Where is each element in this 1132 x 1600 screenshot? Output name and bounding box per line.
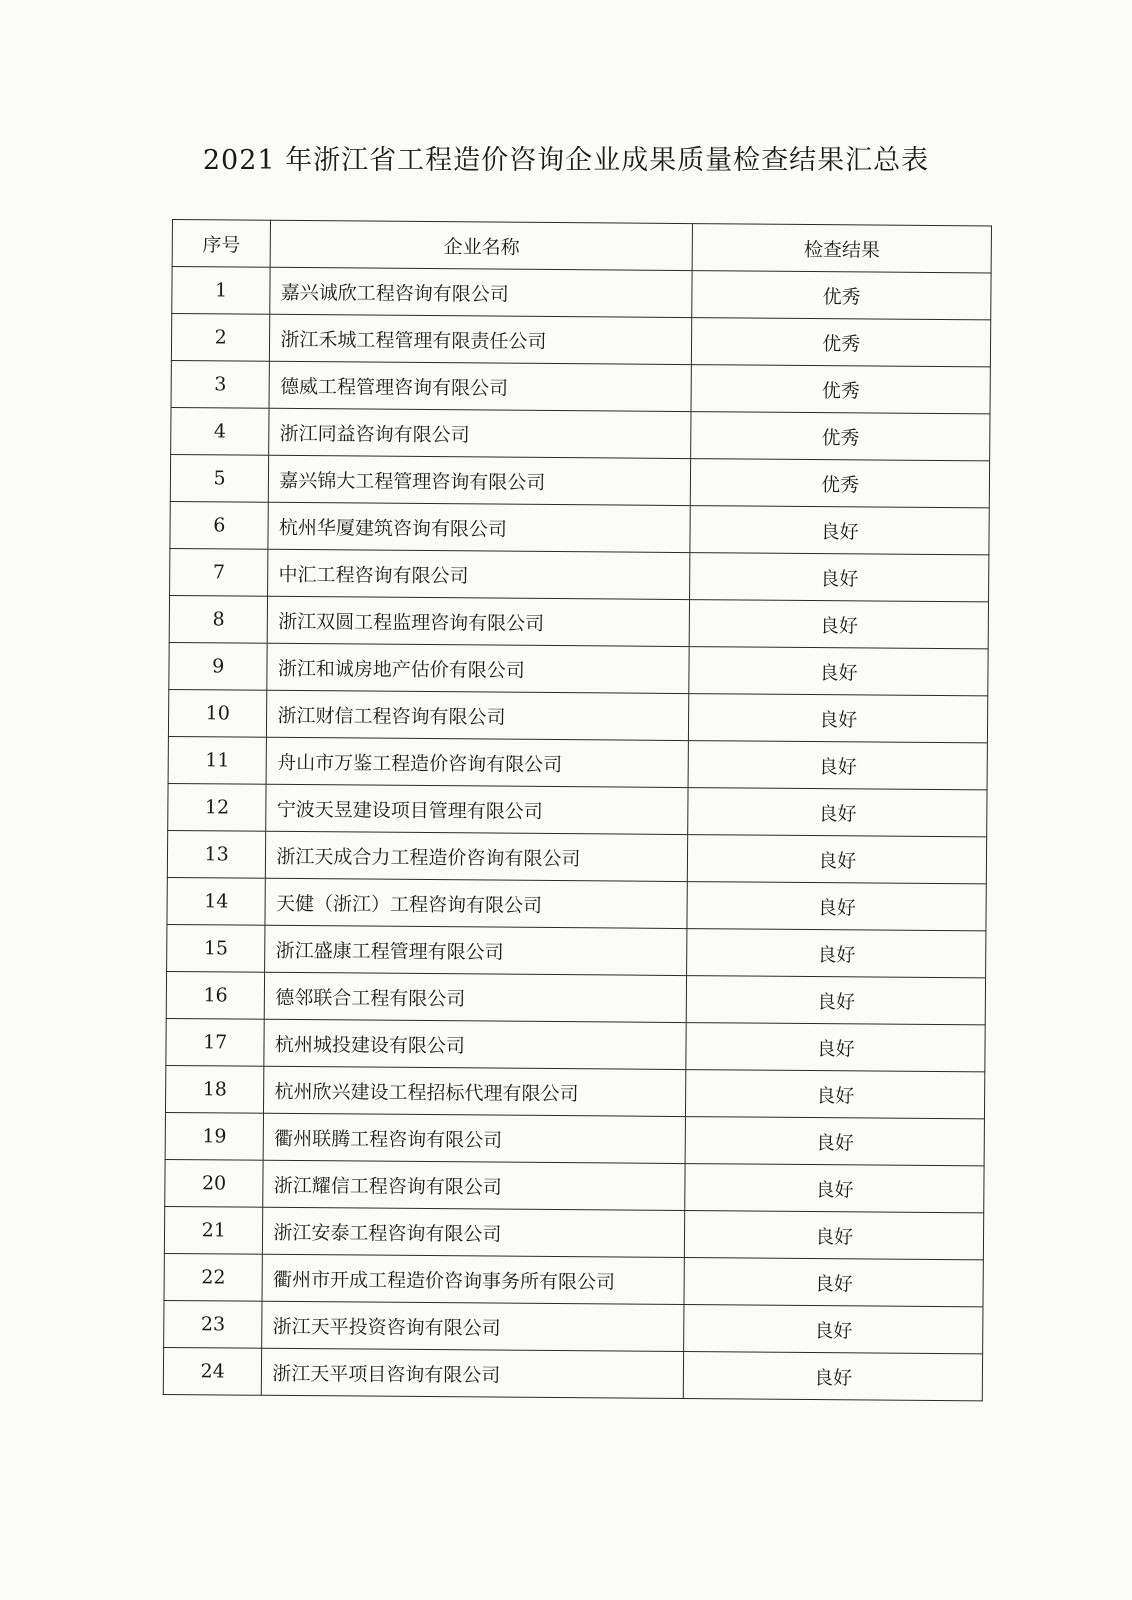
row-serial-number: 3	[171, 360, 270, 408]
table-row	[165, 1112, 984, 1165]
page-title: 2021 年浙江省工程造价咨询企业成果质量检查结果汇总表	[202, 145, 930, 176]
row-company-name: 宁波天昱建设项目管理有限公司	[266, 784, 688, 834]
row-company-name: 中汇工程咨询有限公司	[268, 549, 690, 599]
row-company-name: 嘉兴诚欣工程咨询有限公司	[270, 267, 692, 317]
row-inspection-result: 良好	[685, 1211, 984, 1260]
table-row	[168, 783, 987, 836]
row-inspection-result: 良好	[689, 647, 988, 696]
row-inspection-result: 良好	[690, 506, 989, 555]
row-company-name: 嘉兴锦大工程管理咨询有限公司	[269, 455, 691, 505]
row-inspection-result: 良好	[685, 1164, 984, 1213]
table-row	[171, 407, 990, 460]
row-inspection-result: 良好	[685, 1117, 984, 1166]
row-inspection-result: 良好	[687, 976, 986, 1025]
table-row	[166, 971, 985, 1024]
row-company-name: 浙江盛康工程管理有限公司	[265, 925, 687, 975]
row-inspection-result: 良好	[684, 1258, 983, 1307]
table-row	[170, 501, 989, 554]
row-company-name: 浙江天成合力工程造价咨询有限公司	[266, 831, 688, 881]
row-company-name: 天健（浙江）工程咨询有限公司	[265, 878, 687, 928]
row-inspection-result: 良好	[684, 1352, 983, 1401]
row-inspection-result: 优秀	[691, 412, 990, 461]
row-company-name: 杭州欣兴建设工程招标代理有限公司	[264, 1066, 686, 1116]
row-serial-number: 15	[167, 924, 266, 972]
row-company-name: 浙江天平投资咨询有限公司	[262, 1301, 684, 1351]
table-row	[164, 1206, 983, 1259]
row-serial-number: 23	[164, 1300, 263, 1348]
table-row	[166, 1018, 985, 1071]
table-row	[170, 454, 989, 507]
row-inspection-result: 良好	[689, 600, 988, 649]
row-serial-number: 5	[170, 454, 269, 502]
row-company-name: 浙江财信工程咨询有限公司	[267, 690, 689, 740]
row-serial-number: 20	[165, 1159, 264, 1207]
row-serial-number: 12	[168, 783, 267, 831]
row-serial-number: 6	[170, 501, 269, 549]
row-company-name: 浙江双圆工程监理咨询有限公司	[268, 596, 690, 646]
table-header-row	[172, 220, 991, 273]
row-serial-number: 13	[167, 830, 266, 878]
table-row	[167, 924, 986, 977]
row-serial-number: 19	[165, 1112, 264, 1160]
row-serial-number: 2	[171, 314, 270, 362]
header-serial-number: 序号	[172, 220, 271, 268]
table-row	[165, 1065, 984, 1118]
row-serial-number: 1	[172, 267, 271, 315]
row-inspection-result: 良好	[688, 741, 987, 790]
row-serial-number: 24	[163, 1347, 262, 1395]
row-serial-number: 4	[171, 407, 270, 455]
row-company-name: 浙江禾城工程管理有限责任公司	[270, 314, 692, 364]
row-company-name: 浙江耀信工程咨询有限公司	[263, 1160, 685, 1210]
row-serial-number: 17	[166, 1018, 265, 1066]
table-row	[168, 689, 987, 742]
table-row	[167, 877, 986, 930]
table-row	[171, 314, 990, 367]
row-serial-number: 11	[168, 736, 267, 784]
table-row	[165, 1159, 984, 1212]
row-inspection-result: 良好	[686, 1023, 985, 1072]
row-company-name: 浙江和诚房地产估价有限公司	[267, 643, 689, 693]
row-inspection-result: 良好	[688, 835, 987, 884]
row-inspection-result: 良好	[687, 882, 986, 931]
row-serial-number: 22	[164, 1253, 263, 1301]
row-company-name: 舟山市万鉴工程造价咨询有限公司	[266, 737, 688, 787]
table-row	[167, 830, 986, 883]
row-company-name: 衢州联腾工程咨询有限公司	[264, 1113, 686, 1163]
row-company-name: 德威工程管理咨询有限公司	[269, 361, 691, 411]
row-inspection-result: 良好	[689, 694, 988, 743]
table-row	[170, 548, 989, 601]
table-body	[163, 267, 991, 1401]
table-row	[163, 1347, 982, 1400]
row-company-name: 浙江安泰工程咨询有限公司	[263, 1207, 685, 1257]
row-inspection-result: 良好	[687, 929, 986, 978]
row-serial-number: 10	[168, 689, 267, 737]
row-serial-number: 9	[169, 642, 268, 690]
row-serial-number: 21	[164, 1206, 263, 1254]
row-company-name: 浙江同益咨询有限公司	[269, 408, 691, 458]
row-company-name: 杭州华厦建筑咨询有限公司	[268, 502, 690, 552]
row-serial-number: 8	[169, 595, 268, 643]
table-row	[171, 360, 990, 413]
row-company-name: 德邻联合工程有限公司	[265, 972, 687, 1022]
table-row	[164, 1300, 983, 1353]
header-inspection-result: 检查结果	[692, 224, 991, 273]
row-company-name: 浙江天平项目咨询有限公司	[262, 1348, 684, 1398]
row-inspection-result: 优秀	[691, 365, 990, 414]
row-inspection-result: 优秀	[691, 459, 990, 508]
row-serial-number: 14	[167, 877, 266, 925]
result-table	[163, 219, 992, 1401]
row-serial-number: 16	[166, 971, 265, 1019]
table-row	[169, 642, 988, 695]
row-inspection-result: 良好	[690, 553, 989, 602]
row-company-name: 衢州市开成工程造价咨询事务所有限公司	[262, 1254, 684, 1304]
row-inspection-result: 优秀	[692, 271, 991, 320]
table-row	[169, 595, 988, 648]
row-inspection-result: 优秀	[692, 318, 991, 367]
row-inspection-result: 良好	[688, 788, 987, 837]
row-inspection-result: 良好	[684, 1305, 983, 1354]
row-inspection-result: 良好	[686, 1070, 985, 1119]
row-serial-number: 18	[165, 1065, 264, 1113]
row-serial-number: 7	[170, 548, 269, 596]
header-company-name: 企业名称	[271, 220, 693, 270]
table-row	[164, 1253, 983, 1306]
row-company-name: 杭州城投建设有限公司	[264, 1019, 686, 1069]
table-row	[168, 736, 987, 789]
table-row	[172, 267, 991, 320]
